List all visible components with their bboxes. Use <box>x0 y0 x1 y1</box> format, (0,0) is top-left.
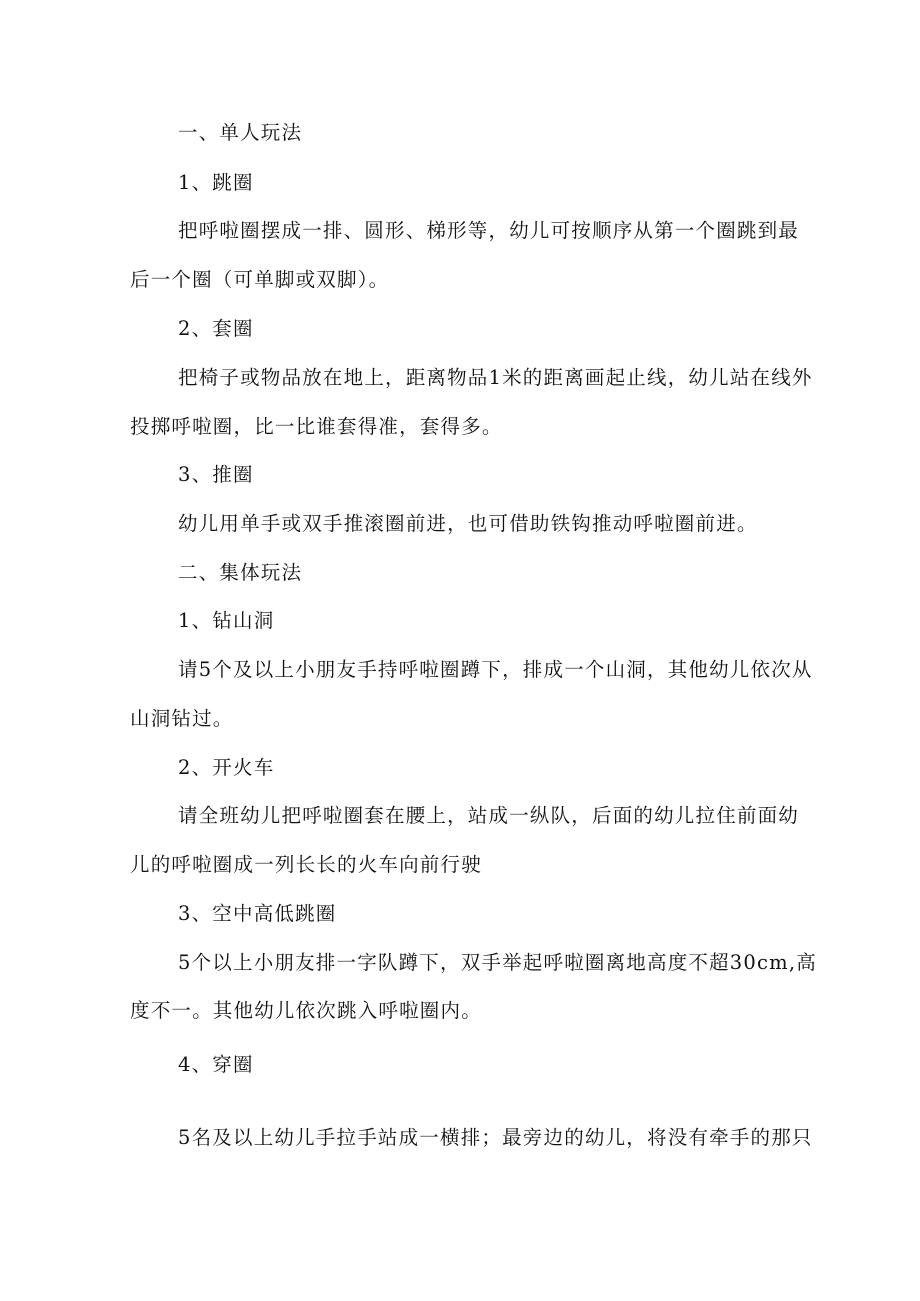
section-heading: 二、集体玩法 <box>178 561 303 584</box>
paragraph-line: 后一个圈（可单脚或双脚）。 <box>130 268 390 291</box>
section-heading: 一、单人玩法 <box>178 121 303 144</box>
paragraph-line: 把呼啦圈摆成一排、圆形、梯形等，幼儿可按顺序从第一个圈跳到最 <box>178 219 800 242</box>
item-title: 4、穿圈 <box>178 1053 254 1076</box>
item-title: 1、跳圈 <box>178 171 254 194</box>
item-title: 2、开火车 <box>178 756 275 779</box>
item-title: 3、空中高低跳圈 <box>178 902 337 925</box>
item-title: 2、套圈 <box>178 317 254 340</box>
paragraph-line: 度不一。其他幼儿依次跳入呼啦圈内。 <box>130 999 482 1022</box>
paragraph-line: 山洞钻过。 <box>130 707 234 730</box>
item-title: 1、钻山洞 <box>178 609 275 632</box>
paragraph-line: 幼儿用单手或双手推滚圈前进，也可借助铁钩推动呼啦圈前进。 <box>178 512 758 535</box>
paragraph-line: 请5个及以上小朋友手持呼啦圈蹲下，排成一个山洞，其他幼儿依次从 <box>178 658 813 681</box>
paragraph-line: 把椅子或物品放在地上，距离物品1米的距离画起止线，幼儿站在线外 <box>178 366 813 389</box>
paragraph-line: 请全班幼儿把呼啦圈套在腰上，站成一纵队，后面的幼儿拉住前面幼 <box>178 804 800 827</box>
item-title: 3、推圈 <box>178 463 254 486</box>
paragraph-line: 投掷呼啦圈，比一比谁套得准，套得多。 <box>130 415 503 438</box>
paragraph-line: 儿的呼啦圈成一列长长的火车向前行驶 <box>130 853 482 876</box>
paragraph-line: 5个以上小朋友排一字队蹲下，双手举起呼啦圈离地高度不超30cm,高 <box>178 951 817 974</box>
paragraph-line: 5名及以上幼儿手拉手站成一横排；最旁边的幼儿，将没有牵手的那只 <box>178 1126 813 1149</box>
